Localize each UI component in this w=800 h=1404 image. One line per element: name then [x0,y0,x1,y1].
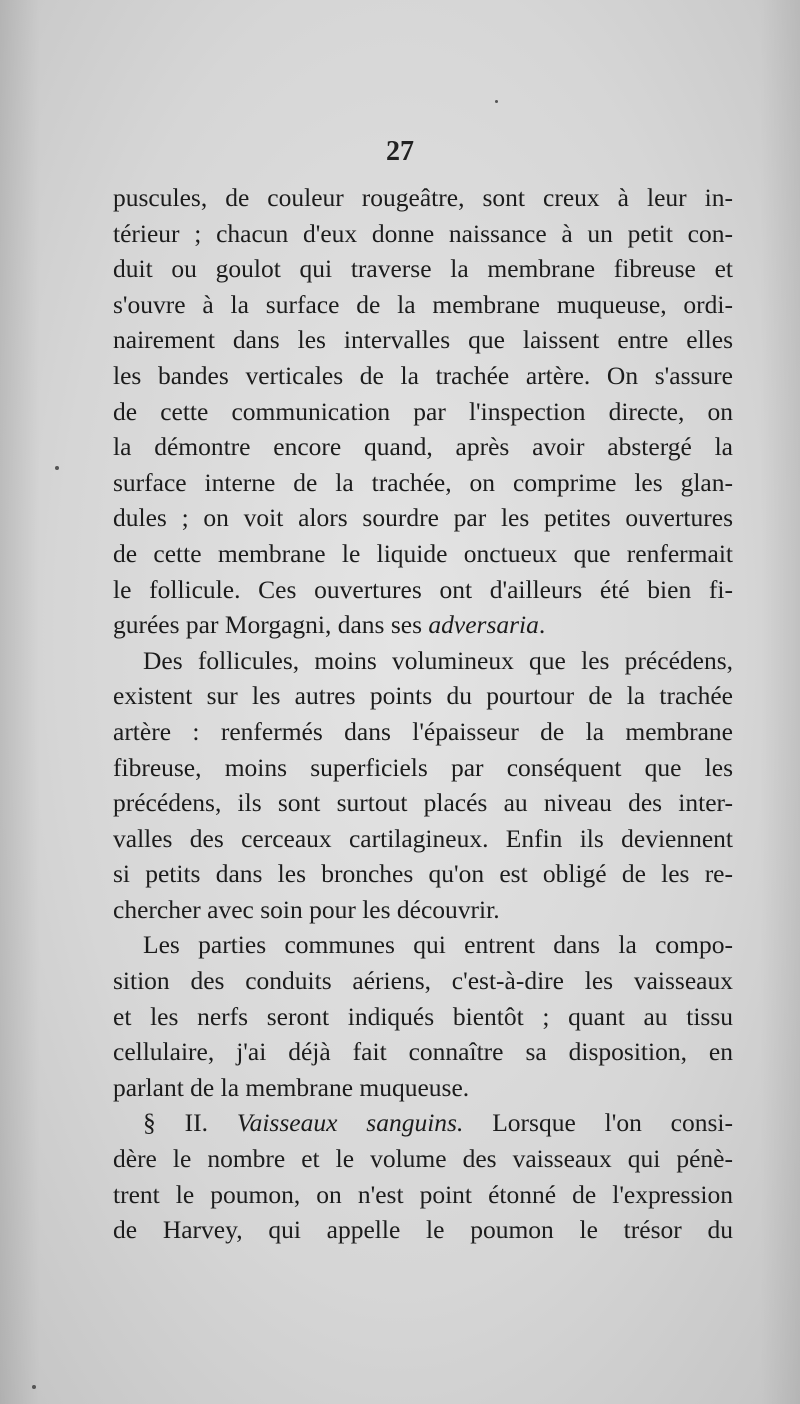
body-text [113,180,733,1248]
text-line: et les nerfs seront indiqués bientôt ; quant au tissu [113,1001,733,1031]
text-line: dère le nombre et le volume des vaisseaux qui pénè- [113,1144,733,1174]
text-line: chercher avec soin pour les découvrir. [113,894,500,924]
text-line: la démontre encore quand, après avoir abstergé la [113,432,733,462]
text-line: précédens, ils sont surtout placés au niveau des inter- [113,788,733,818]
paper-speck [32,1385,36,1389]
text-line: de cette membrane le liquide onctueux que renfermait [113,538,733,568]
paper-speck [55,466,59,470]
text-line: duit ou goulot qui traverse la membrane fibreuse et [113,254,733,284]
text-line: nairement dans les intervalles que laissent entre elles [113,325,733,355]
section-title: Vaisseaux sanguins. [236,1108,464,1138]
text-line: trent le poumon, on n'est point étonné de l'expression [113,1179,733,1209]
paper-speck [495,100,498,103]
page-edge-shadow-left [0,0,40,1404]
text-line: fibreuse, moins superficiels par conséquent que les [113,752,733,782]
text-line: de cette communication par l'inspection directe, on [113,396,733,426]
text-line: puscules, de couleur rougeâtre, sont creux à leur in- [113,183,733,212]
paragraph-start: Les parties communes qui entrent dans la compo- [143,930,733,960]
text-line: cellulaire, j'ai déjà fait connaître sa disposition, en [113,1037,733,1067]
text-line: térieur ; chacun d'eux donne naissance à un petit con- [113,218,733,248]
text-line: existent sur les autres points du pourtour de la trachée [113,681,733,711]
text-line: dules ; on voit alors sourdre par les petites ouvertures [113,503,733,533]
text-line: les bandes verticales de la trachée artère. On s'assure [113,360,733,390]
text-line: s'ouvre à la surface de la membrane muqueuse, ordi- [113,289,733,319]
text-line: parlant de la membrane muqueuse. [113,1072,470,1102]
page-number: 27 [386,136,414,167]
text-line: surface interne de la trachée, on comprime les glan- [113,467,733,497]
text-line: artère : renfermés dans l'épaisseur de la membrane [113,716,733,746]
italic-term: adversaria [428,610,539,640]
text-line: gurées par Morgagni, dans ses adversaria. [113,610,546,640]
text-line: de Harvey, qui appelle le poumon le trésor du [113,1215,733,1245]
section-heading-line: § II. Vaisseaux sanguins. Lorsque l'on consi- [143,1108,734,1138]
page-edge-shadow-right [760,0,800,1404]
text-line: sition des conduits aériens, c'est-à-dire les vaisseaux [113,966,733,996]
text-line: si petits dans les bronches qu'on est obligé de les re- [113,859,733,889]
text-line: valles des cerceaux cartilagineux. Enfin ils deviennent [113,823,733,853]
text-line: le follicule. Ces ouvertures ont d'ailleurs été bien fi- [113,574,733,604]
paragraph-start: Des follicules, moins volumineux que les précédens, [143,645,733,675]
